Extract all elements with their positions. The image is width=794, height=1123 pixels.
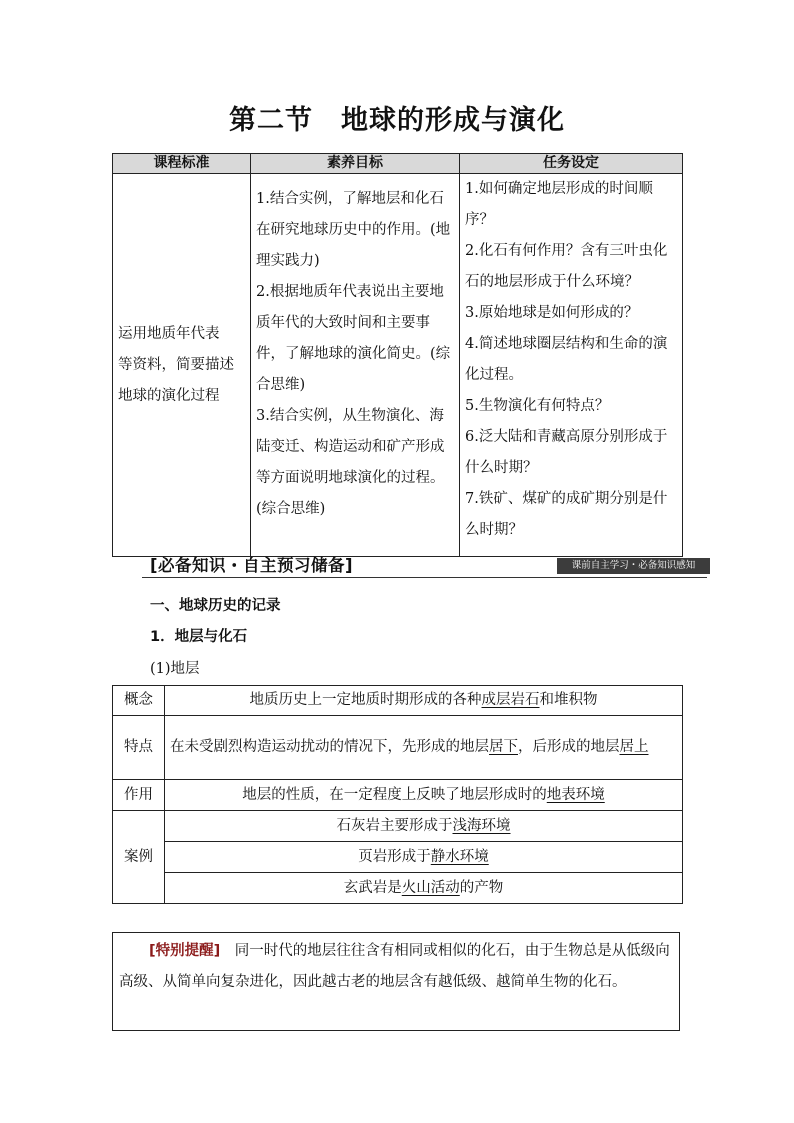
use-label: 作用 bbox=[113, 780, 165, 811]
text-fragment: 在未受剧烈构造运动扰动的情况下，先形成的地层 bbox=[170, 739, 489, 755]
task-item: 2.化石有何作用？含有三叶虫化石的地层形成于什么环境？ bbox=[465, 243, 668, 290]
task-item: 3.原始地球是如何形成的？ bbox=[465, 305, 639, 321]
section-divider bbox=[142, 577, 707, 578]
text-fragment: 玄武岩是 bbox=[343, 880, 402, 896]
text-fragment: 地质历史上一定地质时期形成的各种 bbox=[249, 692, 482, 708]
task-item: 1.如何确定地层形成的时间顺序？ bbox=[465, 181, 653, 228]
feature-label: 特点 bbox=[113, 716, 165, 780]
literacy-goal-item: 3.结合实例，从生物演化、海陆变迁、构造运动和矿产形成等方面说明地球演化的过程。(综合思维) bbox=[256, 408, 445, 517]
heading-level-3: (1)地层 bbox=[150, 661, 200, 677]
key-term: 地表环境 bbox=[546, 787, 605, 803]
heading-level-1: 一、地球历史的记录 bbox=[150, 598, 281, 614]
text-fragment: ，后形成的地层 bbox=[518, 739, 620, 755]
use-text bbox=[165, 780, 683, 811]
strata-row-case bbox=[113, 842, 683, 873]
special-reminder-text: 同一时代的地层往往含有相同或相似的化石，由于生物总是从低级向高级、从简单向复杂进化，因此越古老的地层含有越低级、越简单生物的化石。 bbox=[119, 943, 670, 990]
task-item: 4.简述地球圈层结构和生命的演化过程。 bbox=[465, 336, 668, 383]
literacy-goals-cell bbox=[251, 174, 460, 557]
header-literacy-goals: 素养目标 bbox=[251, 154, 460, 174]
special-reminder-box bbox=[112, 932, 680, 1031]
key-term: 居下 bbox=[489, 739, 518, 755]
standards-table bbox=[112, 153, 683, 557]
section-tag: 课前自主学习・必备知识感知 bbox=[557, 558, 710, 574]
key-term: 静水环境 bbox=[430, 849, 489, 865]
text-fragment: 的产物 bbox=[459, 880, 504, 896]
concept-text bbox=[165, 686, 683, 716]
header-curriculum-standard: 课程标准 bbox=[113, 154, 251, 174]
heading-level-2: 1．地层与化石 bbox=[150, 629, 248, 645]
special-reminder-label: [特别提醒] bbox=[149, 943, 221, 959]
task-item: 6.泛大陆和青藏高原分别形成于什么时期？ bbox=[465, 429, 668, 476]
case-label: 案例 bbox=[113, 811, 165, 904]
strata-table bbox=[112, 685, 683, 904]
literacy-goal-item: 1.结合实例，了解地层和化石在研究地球历史中的作用。(地理实践力) bbox=[256, 191, 451, 269]
key-term: 浅海环境 bbox=[452, 818, 511, 834]
curriculum-standard-line: 等资料，简要描述 bbox=[118, 356, 234, 373]
text-fragment: 和堆积物 bbox=[539, 692, 598, 708]
case-item bbox=[165, 811, 683, 842]
text-fragment: 石灰岩主要形成于 bbox=[336, 818, 453, 834]
header-tasks: 任务设定 bbox=[460, 154, 683, 174]
strata-row-concept bbox=[113, 686, 683, 716]
case-item bbox=[165, 842, 683, 873]
tasks-cell bbox=[460, 174, 683, 557]
literacy-goal-item: 2.根据地质年代表说出主要地质年代的大致时间和主要事件，了解地球的演化简史。(综合思维) bbox=[256, 284, 451, 393]
section-header: [必备知识・自主预习储备] bbox=[150, 556, 354, 575]
standards-header-row bbox=[113, 154, 683, 174]
page-title: 第二节 地球的形成与演化 bbox=[229, 105, 565, 136]
case-item bbox=[165, 873, 683, 904]
text-fragment: 页岩形成于 bbox=[358, 849, 431, 865]
strata-row-use bbox=[113, 780, 683, 811]
task-item: 7.铁矿、煤矿的成矿期分别是什么时期？ bbox=[465, 491, 668, 538]
feature-text bbox=[165, 716, 683, 780]
concept-label: 概念 bbox=[113, 686, 165, 716]
key-term: 居上 bbox=[619, 739, 649, 755]
strata-row-feature bbox=[113, 716, 683, 780]
standards-body-row bbox=[113, 174, 683, 557]
task-item: 5.生物演化有何特点？ bbox=[465, 398, 610, 414]
curriculum-standard-line: 地球的演化过程 bbox=[118, 387, 220, 404]
curriculum-standard-line: 运用地质年代表 bbox=[118, 325, 220, 342]
strata-row-case bbox=[113, 873, 683, 904]
key-term: 火山活动 bbox=[401, 880, 460, 896]
curriculum-standard-cell bbox=[113, 174, 251, 557]
strata-row-case bbox=[113, 811, 683, 842]
text-fragment: 地层的性质，在一定程度上反映了地层形成时的 bbox=[242, 787, 547, 803]
key-term: 成层岩石 bbox=[481, 692, 540, 708]
